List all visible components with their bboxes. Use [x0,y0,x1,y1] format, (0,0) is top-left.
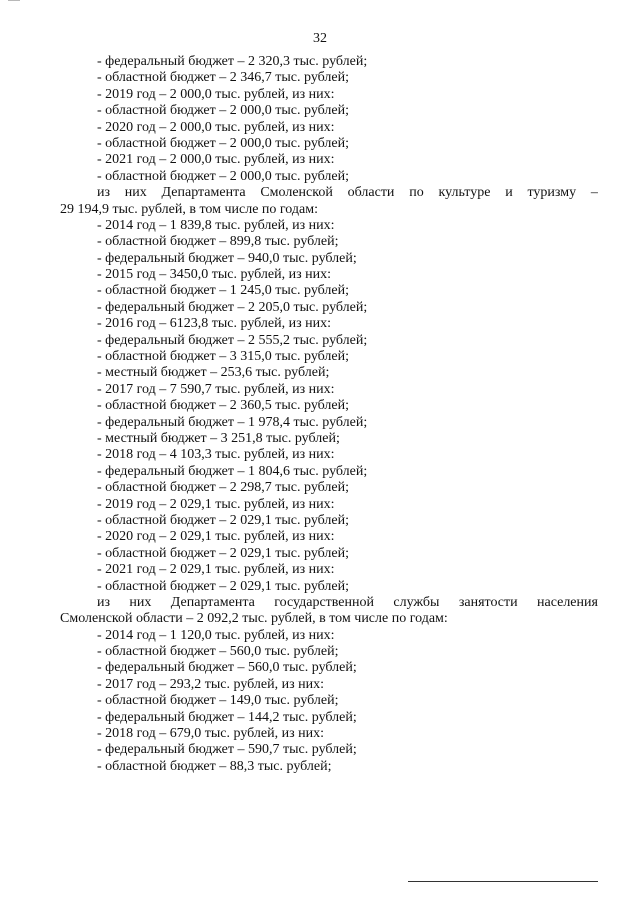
budget-list-item: - областной бюджет – 2 298,7 тыс. рублей; [97,480,349,496]
paragraph-word: службы [393,594,440,610]
budget-list-item: - федеральный бюджет – 2 555,2 тыс. рублей; [97,332,368,348]
budget-list-item: - областной бюджет – 3 315,0 тыс. рублей; [97,349,349,365]
budget-list-item: - 2021 год – 2 029,1 тыс. рублей, из них: [97,562,335,578]
budget-list-item: - федеральный бюджет – 590,7 тыс. рублей; [97,742,357,758]
budget-list-item: - областной бюджет – 899,8 тыс. рублей; [97,234,339,250]
budget-list-item: - областной бюджет – 2 000,0 тыс. рублей; [97,135,349,151]
budget-list-item: - областной бюджет – 2 000,0 тыс. рублей; [97,168,349,184]
budget-list-item: - федеральный бюджет – 560,0 тыс. рублей; [97,660,357,676]
paragraph-word: и [505,185,513,201]
paragraph-word: занятости [458,594,518,610]
budget-list-item: - местный бюджет – 3 251,8 тыс. рублей; [97,430,340,446]
budget-list-item: - 2017 год – 7 590,7 тыс. рублей, из них: [97,381,335,397]
budget-list-item: - областной бюджет – 2 360,5 тыс. рублей; [97,398,349,414]
paragraph-word: них [129,594,152,610]
scan-corner-mark [8,0,20,1]
paragraph-first-line [0,185,640,201]
budget-list-item: - федеральный бюджет – 2 320,3 тыс. рублей; [97,54,368,69]
budget-list-item: - 2018 год – 679,0 тыс. рублей, из них: [97,726,325,742]
budget-list-item: - 2015 год – 3450,0 тыс. рублей, из них: [97,267,332,283]
paragraph-word: из [97,594,111,610]
paragraph-word: культуре [438,185,491,201]
budget-list-item: - областной бюджет – 88,3 тыс. рублей; [97,758,332,774]
paragraph-first-line [0,595,640,611]
paragraph-word: Департамента [161,185,246,201]
paragraph-word: области [347,185,395,201]
budget-list-item: - областной бюджет – 1 245,0 тыс. рублей; [97,283,349,299]
budget-list-item: - областной бюджет – 2 029,1 тыс. рублей; [97,512,349,528]
page-number: 32 [313,31,327,46]
footer-rule [408,881,598,882]
budget-list-item: - областной бюджет – 2 346,7 тыс. рублей; [97,70,349,86]
document-body [0,54,640,775]
paragraph-continuation-line: 29 194,9 тыс. рублей, в том числе по годам: [60,201,318,217]
budget-list-item: - федеральный бюджет – 2 205,0 тыс. рублей; [97,299,368,315]
paragraph-word: – [590,185,598,201]
budget-list-item: - 2020 год – 2 029,1 тыс. рублей, из них: [97,529,335,545]
budget-list-item: - областной бюджет – 149,0 тыс. рублей; [97,693,339,709]
paragraph-word: государственной [274,594,374,610]
budget-list-item: - местный бюджет – 253,6 тыс. рублей; [97,365,330,381]
paragraph-word: туризму [527,185,577,201]
paragraph-word: населения [537,594,598,610]
paragraph-word: по [409,185,424,201]
budget-list-item: - федеральный бюджет – 1 804,6 тыс. рублей; [97,463,368,479]
budget-list-item: - федеральный бюджет – 144,2 тыс. рублей; [97,709,357,725]
budget-list-item: - 2017 год – 293,2 тыс. рублей, из них: [97,676,325,692]
budget-list-item: - областной бюджет – 560,0 тыс. рублей; [97,644,339,660]
budget-list-item: - 2016 год – 6123,8 тыс. рублей, из них: [97,316,332,332]
budget-list-item: - областной бюджет – 2 029,1 тыс. рублей; [97,545,349,561]
budget-list-item: - 2019 год – 2 029,1 тыс. рублей, из них: [97,496,335,512]
budget-list-item: - федеральный бюджет – 1 978,4 тыс. рублей; [97,414,368,430]
budget-list-item: - 2014 год – 1 839,8 тыс. рублей, из них: [97,217,335,233]
paragraph-word: Смоленской [260,185,333,201]
paragraph-word: из [97,185,111,201]
budget-list-item: - 2018 год – 4 103,3 тыс. рублей, из них: [97,447,335,463]
budget-list-item: - 2020 год – 2 000,0 тыс. рублей, из них: [97,119,335,135]
budget-list-item: - 2019 год – 2 000,0 тыс. рублей, из них: [97,86,335,102]
paragraph-word: них [124,185,147,201]
budget-list-item: - областной бюджет – 2 029,1 тыс. рублей; [97,578,349,594]
budget-list-item: - 2014 год – 1 120,0 тыс. рублей, из них: [97,627,335,643]
paragraph-continuation-line: Смоленской области – 2 092,2 тыс. рублей, в том числе по годам: [60,611,448,627]
paragraph-word: Департамента [170,594,255,610]
budget-list-item: - федеральный бюджет – 940,0 тыс. рублей; [97,250,357,266]
budget-list-item: - областной бюджет – 2 000,0 тыс. рублей; [97,103,349,119]
budget-list-item: - 2021 год – 2 000,0 тыс. рублей, из них: [97,152,335,168]
